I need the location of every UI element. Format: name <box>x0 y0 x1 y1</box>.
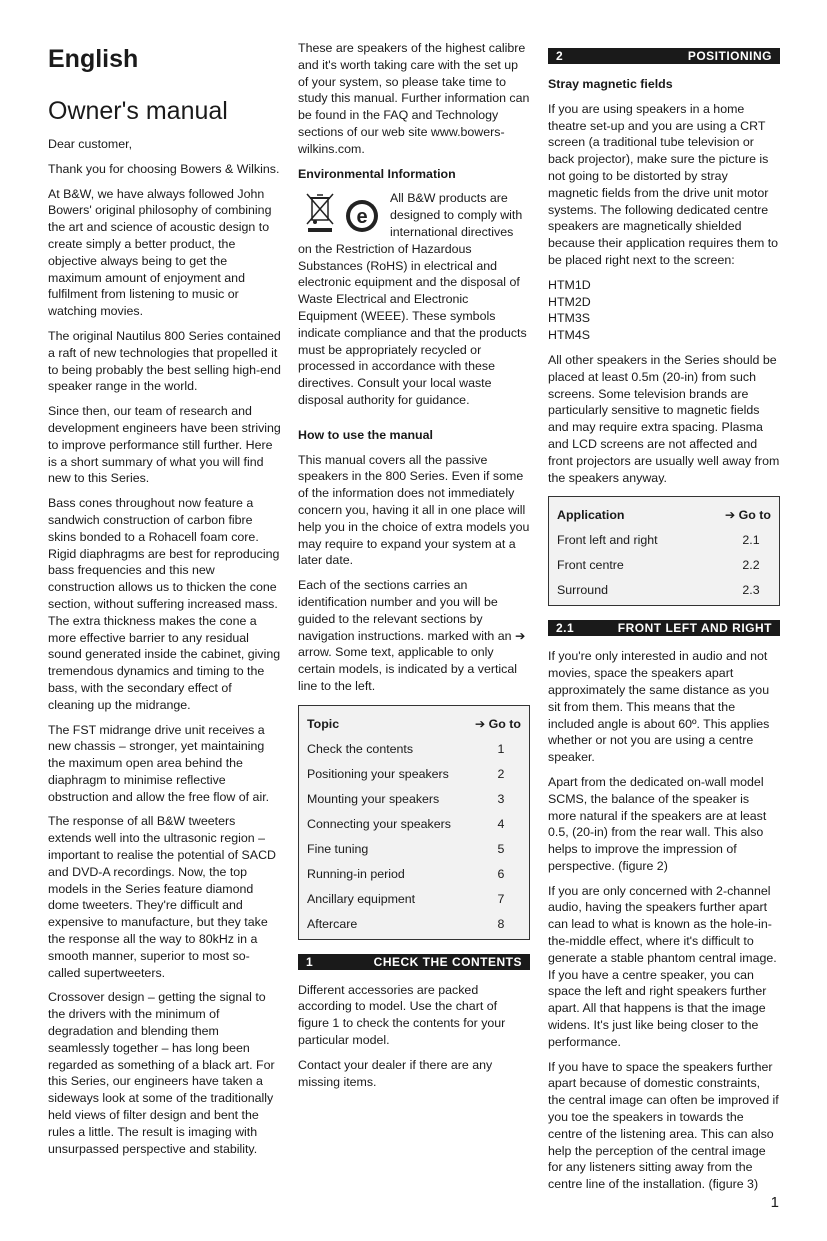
application-row[interactable] <box>557 528 771 553</box>
topic-goto: 3 <box>497 791 505 806</box>
section-title: POSITIONING <box>687 49 772 63</box>
section-1-bar <box>298 954 530 970</box>
topic-name: Running-in period <box>307 866 405 881</box>
section-number: 2.1 <box>556 621 575 636</box>
paragraph: Since then, our team of research and development engineers have been striving to improve performance still further. Here is a short summary of what you will find new to this Series. <box>48 404 281 486</box>
howto-paragraph-1: This manual covers all the passive speakers in the 800 Series. Even if some of the information does not immediately concern you, having it all in one place will help you in the choice of extra models you may require to expand your system at a later date. <box>298 452 530 568</box>
paragraph: Crossover design – getting the signal to the drivers with the minimum of degradation and blending them seamlessly together – has long been regarded as something of a black art. For this Series, our engineers have taken a sideways look at some of the traditionally held views of filter design and bent the rules a little. The result is imaging with unsurpassed perspective and stability. <box>48 990 275 1156</box>
section-title: FRONT LEFT AND RIGHT <box>617 621 772 636</box>
goto-column-header: ➔ Go to <box>724 508 771 523</box>
topic-goto: 2 <box>497 766 505 781</box>
section-number: 1 <box>306 954 314 969</box>
topic-name: Mounting your speakers <box>307 791 440 806</box>
topic-name: Positioning your speakers <box>307 766 449 781</box>
howto-paragraph-2: Each of the sections carries an identification number and you will be guided to the relevant sections by navigation instructions. marked with an ➔ arrow. Some text, applicable to only certain models, is indicated by a vertical line to the left. <box>298 578 526 693</box>
page-number: 1 <box>770 1194 779 1211</box>
section-title: CHECK THE CONTENTS <box>373 954 522 969</box>
stray-heading: Stray magnetic fields <box>548 77 673 91</box>
section-1-paragraph-1: Different accessories are packed according to model. Use the chart of figure 1 to check the contents for your particular model. <box>298 982 506 1048</box>
model-item: HTM4S <box>548 328 590 343</box>
topic-goto: 5 <box>497 841 505 856</box>
model-item: HTM2D <box>548 294 591 309</box>
topic-name: Ancillary equipment <box>307 891 416 906</box>
compliance-symbols <box>298 192 386 240</box>
column-3 <box>548 48 780 1201</box>
topic-column-header: Topic <box>307 716 340 731</box>
env-paragraph: All B&W products are designed to comply with international directives on the Restriction of Hazardous Substances (RoHS) in electrical and electronic equipment and the disposal of Waste Electrical and Electronic Equipment (WEEE). These symbols indicate compliance and that the products must be appropriately recycled or processed in accordance with these directives. Consult your local waste disposal authority for guidance. <box>298 191 527 407</box>
topic-name: Check the contents <box>307 741 414 756</box>
paragraph: Bass cones throughout now feature a sandwich construction of carbon fibre skins bonded to a Rohacell foam core. Rigid diaphragms are best for reproducing bass frequencies and this new construction allows us to thicken the cone section, without suffering increased mass. The extra thickness makes the cone a more effective barrier to any residual sound generated inside the cabinet, giving tremendous dynamics and timing to the bass, with the secondary effect of cleaning up the midrange. <box>48 496 281 712</box>
topic-goto: 7 <box>497 891 505 906</box>
paragraph: Apart from the dedicated on-wall model SCMS, the balance of the speaker is more natural if the speakers are at least 0.5, (20-in) from the rear wall. This also helps to improve the impression of perspective. (figure 2) <box>548 774 767 873</box>
section-2-bar <box>548 48 780 64</box>
topic-row[interactable] <box>307 762 521 787</box>
manual-title: Owner's manual <box>48 97 228 125</box>
paragraph: If you're only interested in audio and not movies, space the speakers apart approximately the same distance as you sit from them. This means that the included angle is about 60º. This applies whether or not you are using a centre speaker. <box>548 649 770 765</box>
topic-goto: 4 <box>497 816 505 831</box>
application-table-header <box>557 503 771 528</box>
column-2 <box>298 40 530 1098</box>
application-name: Front centre <box>557 558 624 573</box>
column-1 <box>48 40 281 1165</box>
topic-row[interactable] <box>307 837 521 862</box>
model-list <box>548 277 780 344</box>
topic-row[interactable] <box>307 812 521 837</box>
application-goto: 2.1 <box>742 533 760 548</box>
topic-table <box>298 705 530 940</box>
topic-row[interactable] <box>307 887 521 912</box>
topic-row[interactable] <box>307 787 521 812</box>
section-number: 2 <box>556 49 564 63</box>
paragraph: Dear customer, <box>48 137 133 151</box>
topic-table-header <box>307 712 521 737</box>
application-column-header: Application <box>557 508 625 523</box>
goto-column-header: ➔ Go to <box>474 716 521 731</box>
model-item: HTM1D <box>548 277 591 292</box>
topic-name: Fine tuning <box>307 841 369 856</box>
topic-goto: 6 <box>497 866 505 881</box>
paragraph: Thank you for choosing Bowers & Wilkins. <box>48 161 280 176</box>
svg-text:e: e <box>356 206 368 229</box>
model-item: HTM3S <box>548 311 590 326</box>
application-row[interactable] <box>557 553 771 578</box>
section-1-paragraph-2: Contact your dealer if there are any missing items. <box>298 1057 493 1089</box>
application-goto: 2.3 <box>742 583 760 598</box>
topic-row[interactable] <box>307 912 521 937</box>
weee-bin-icon <box>298 192 386 240</box>
stray-paragraph-2: All other speakers in the Series should be placed at least 0.5m (20-in) from such screens. Some television brands are particularly sensitive to magnetic fields and may require extra spacing. Plasma and LCD screens are not affected and front projectors are usually well away from the speakers anyway. <box>548 352 780 485</box>
application-name: Front left and right <box>557 533 658 548</box>
env-heading: Environmental Information <box>298 166 456 181</box>
language-heading: English <box>48 45 139 73</box>
paragraph: If you have to space the speakers further apart because of domestic constraints, the central image can often be improved if you toe the speakers in towards the centre of the listening area. This can also help the perception of the central image for any listeners sitting away from the centre line of the installation. (figure 3) <box>548 1059 779 1192</box>
paragraph: The response of all B&W tweeters extends well into the ultrasonic region – important to realise the potential of SACD and DVD-A recordings. Now, the top models in the Series feature diamond dome tweeters. They're difficult and expensive to manufacture, but they take the response all the way to 80kHz in a smooth manner, superior to most so-called supertweeters. <box>48 814 276 980</box>
paragraph: The FST midrange drive unit receives a new chassis – stronger, yet maintaining the maximum open area behind the diaphragm to minimise reflective obstruction and allow the free flow of air. <box>48 722 270 804</box>
howto-heading: How to use the manual <box>298 427 433 442</box>
application-row[interactable] <box>557 578 771 603</box>
stray-paragraph-1: If you are using speakers in a home theatre set-up and you are using a CRT screen (a traditional tube television or back projector), make sure the picture is not going to be distorted by stray magnetic fields from the drive unit motor systems. The following dedicated centre speakers are magnetically shielded because their application requires them to be placed right next to the screen: <box>548 101 779 267</box>
paragraph: If you are only concerned with 2-channel audio, having the speakers further apart can lead to what is known as the hole-in-the-middle effect, where it's difficult to generate a stable phantom central image. If you have a centre speaker, you can space the left and right speakers further apart. All that happens is that the image widens. It's just like being closer to the performance. <box>548 883 777 1049</box>
application-table <box>548 496 780 606</box>
application-goto: 2.2 <box>742 558 760 573</box>
paragraph: The original Nautilus 800 Series contained a raft of new technologies that propelled it to being probably the best selling high-end speaker range in the world. <box>48 328 281 394</box>
paragraph: At B&W, we have always followed John Bowers' original philosophy of combining the art and science of acoustic design to create simply a better product, the objective always being to get the maximum amount of enjoyment and fulfilment from listening to music or watching movies. <box>48 186 272 319</box>
application-name: Surround <box>557 583 608 598</box>
topic-row[interactable] <box>307 862 521 887</box>
topic-goto: 8 <box>497 916 505 931</box>
topic-goto: 1 <box>497 741 505 756</box>
topic-name: Aftercare <box>307 916 358 931</box>
section-2-1-bar <box>548 620 780 636</box>
topic-name: Connecting your speakers <box>307 816 451 831</box>
topic-row[interactable] <box>307 737 521 762</box>
intro-paragraph: These are speakers of the highest calibre and it's worth taking care with the set up of your system, so please take time to study this manual. Further information can be found in the FAQ and Technology sections of our web site www.bowers-wilkins.com. <box>298 41 530 156</box>
